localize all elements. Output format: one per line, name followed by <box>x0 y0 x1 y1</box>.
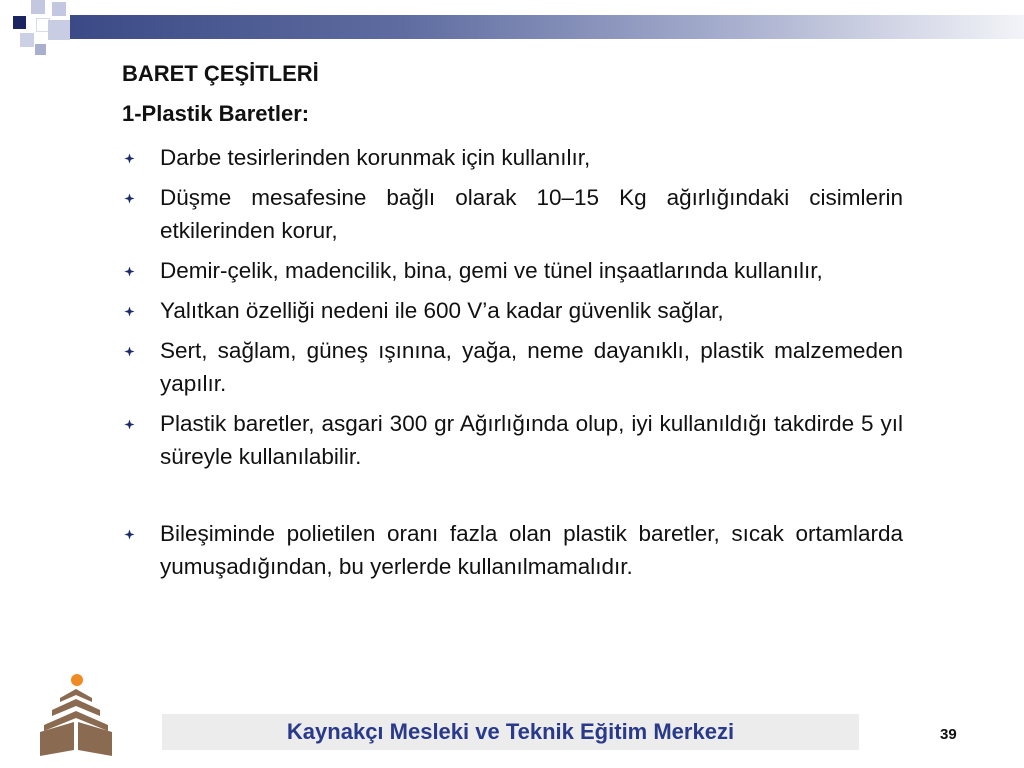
bullet-text: Bileşiminde polietilen oranı fazla olan plastik baretler, sıcak ortamlarda yumuşadığından, bu yerlerde kullanılmamalıdır. <box>160 521 903 579</box>
footer-organization-name: Kaynakçı Mesleki ve Teknik Eğitim Merkezi <box>286 719 735 744</box>
list-item <box>122 407 903 473</box>
diamond-bullet-icon <box>124 529 135 540</box>
header-gradient-bar <box>70 15 1024 39</box>
list-item <box>122 141 903 174</box>
diamond-bullet-icon <box>124 346 135 357</box>
list-item <box>122 334 903 400</box>
diamond-bullet-icon <box>124 306 135 317</box>
diamond-bullet-icon <box>124 419 135 430</box>
list-item <box>122 181 903 247</box>
corner-squares-decoration <box>0 0 90 70</box>
bullet-text: Darbe tesirlerinden korunmak için kullanılır, <box>160 145 591 170</box>
footer-bar <box>162 714 859 750</box>
list-item <box>122 517 903 583</box>
diamond-bullet-icon <box>124 266 135 277</box>
bullet-text: Yalıtkan özelliği nedeni ile 600 V’a kadar güvenlik sağlar, <box>160 298 724 323</box>
section-title: 1-Plastik Baretler: <box>122 101 310 126</box>
slide-title: BARET ÇEŞİTLERİ <box>122 61 319 86</box>
bullet-text: Düşme mesafesine bağlı olarak 10–15 Kg ağırlığındaki cisimlerin etkilerinden korur, <box>160 185 903 243</box>
bullet-list <box>122 141 903 590</box>
list-item <box>122 294 903 327</box>
page-number: 39 <box>940 726 957 743</box>
list-item <box>122 254 903 287</box>
bullet-text: Sert, sağlam, güneş ışınına, yağa, neme dayanıklı, plastik malzemeden yapılır. <box>160 338 903 396</box>
bullet-text: Demir-çelik, madencilik, bina, gemi ve tünel inşaatlarında kullanılır, <box>160 258 823 283</box>
diamond-bullet-icon <box>124 193 135 204</box>
bullet-text: Plastik baretler, asgari 300 gr Ağırlığında olup, iyi kullanıldığı takdirde 5 yıl süreyle kullanılabilir. <box>160 411 903 469</box>
book-plant-logo-icon <box>30 670 120 760</box>
diamond-bullet-icon <box>124 153 135 164</box>
